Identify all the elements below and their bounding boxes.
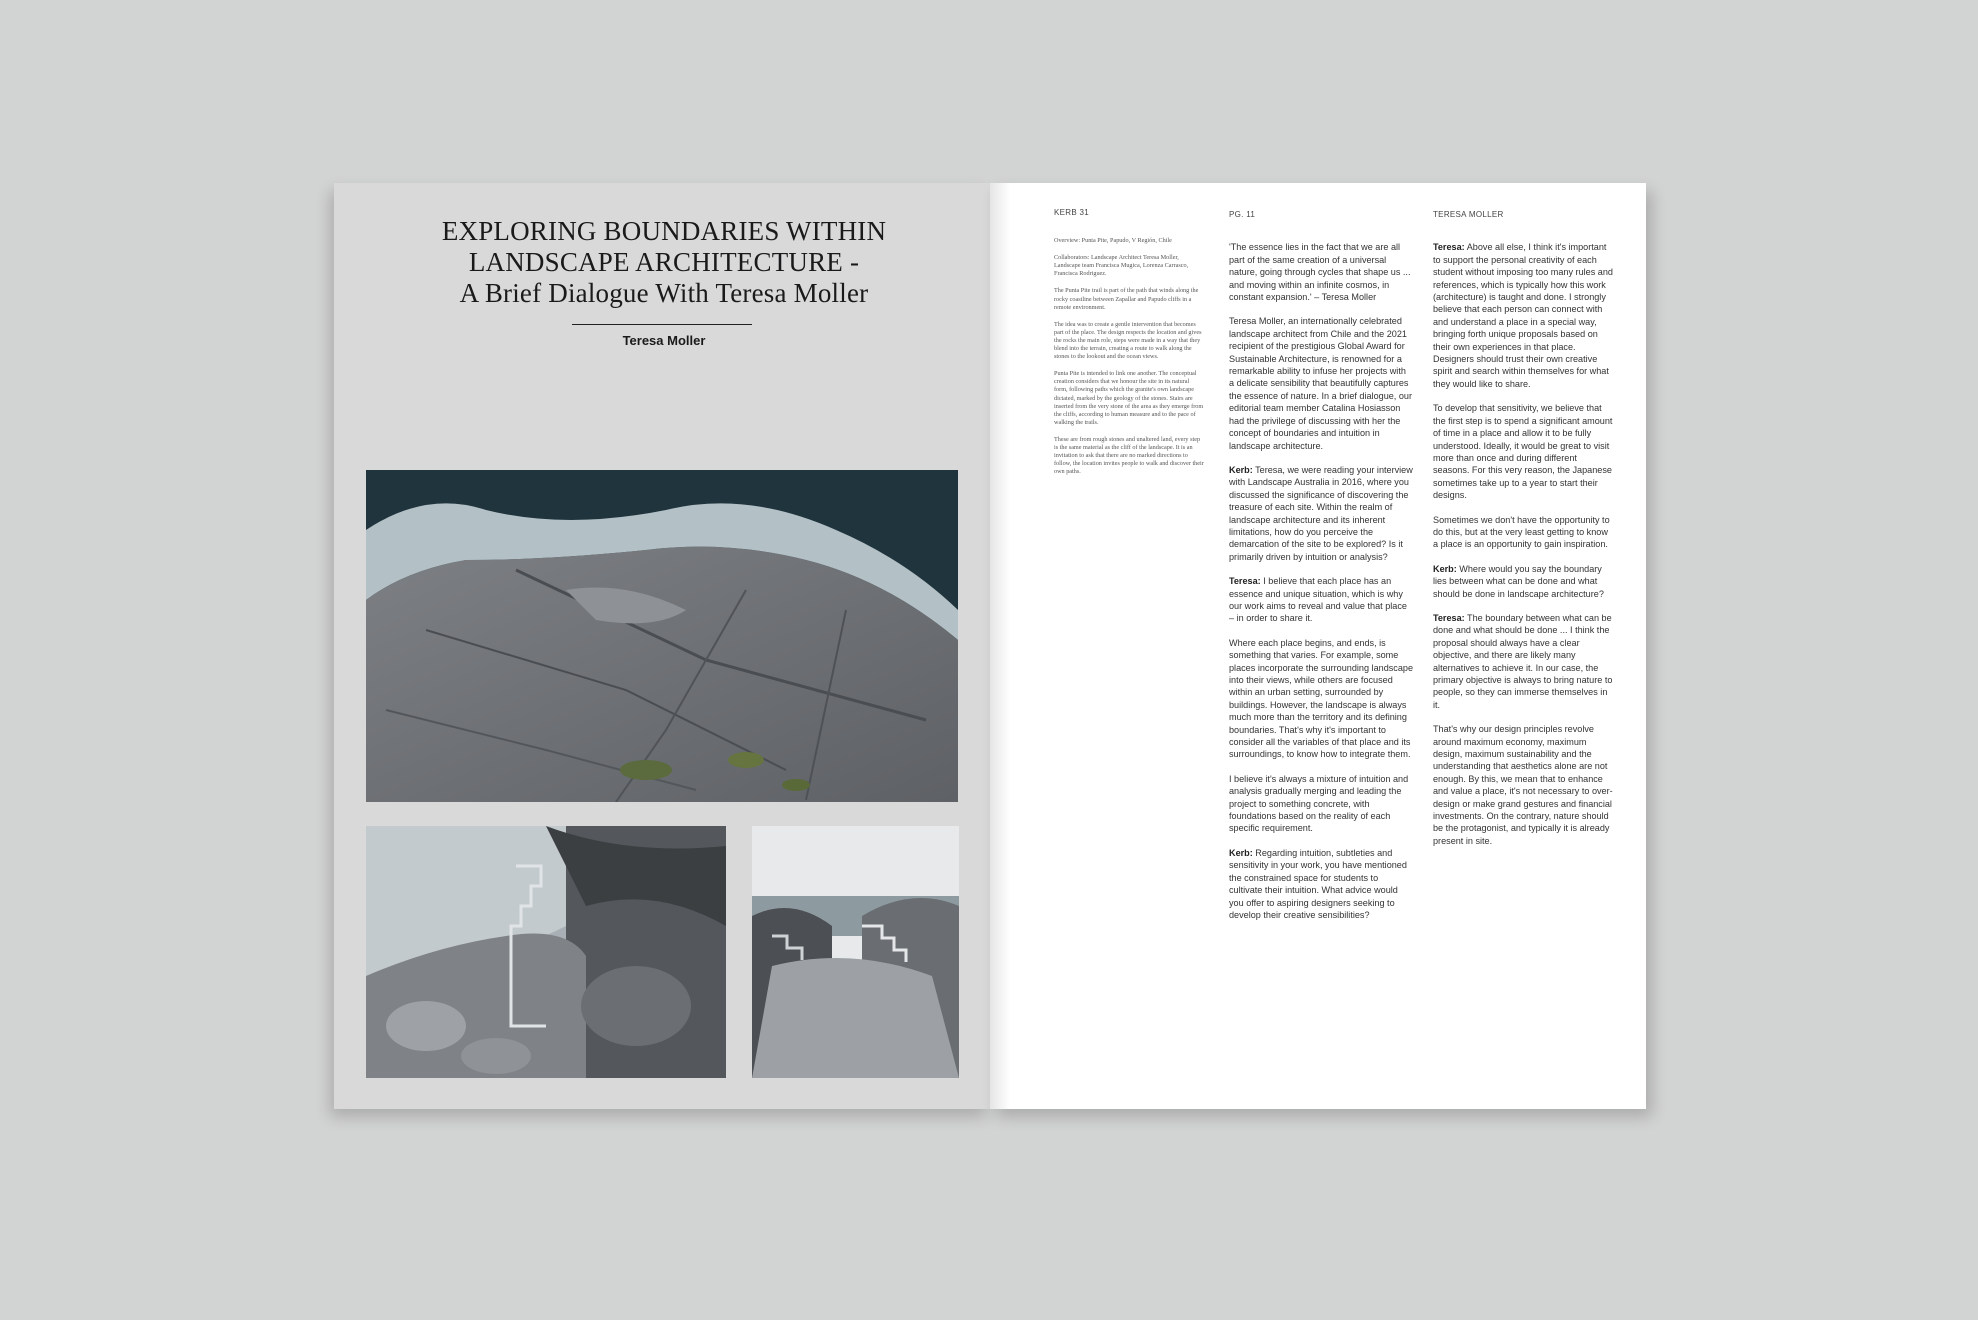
caption-paragraph: Punta Pite is intended to link one another. The conceptual creation considers that we honour the site in its natural form, following paths which the granite's own landscape dictated, marked by the geology of the stones. Stairs are inserted from the very stone of the area as they emerge from the cliffs, according to human measure and to the pace of walking the trails.	[1054, 370, 1204, 426]
caption-paragraph: Collaborators: Landscape Architect Teresa Moller, Landscape team Francisca Mugica, Lorenza Carrasco, Francisca Rodriguez.	[1054, 254, 1189, 278]
body-paragraph: Sometimes we don't have the opportunity to do this, but at the very least getting to know a place is an opportunity to gain inspiration.	[1433, 514, 1610, 550]
interview-column-1	[1229, 209, 1413, 933]
body-paragraph: Teresa Moller, an internationally celebrated landscape architect from Chile and the 2021 recipient of the prestigious Global Award for Sustainable Architecture, is renowned for a remarkable ability to infuse her projects with a delicate sensibility that beautifully captures the essence of nature. In a brief dialogue, our editorial team member Catalina Hosiasson had the privilege of discussing with her the concept of boundaries and intuition in landscape architecture.	[1229, 316, 1413, 451]
aerial-coast-photo	[366, 470, 958, 802]
sea-stairs-photo	[752, 826, 959, 1078]
running-header-magazine: KERB 31	[1054, 208, 1090, 217]
caption-column	[1054, 209, 1204, 485]
title-line-2: LANDSCAPE ARCHITECTURE -	[468, 247, 860, 277]
title-divider	[572, 324, 752, 325]
body-paragraph: That's why our design principles revolve around maximum economy, maximum design, maximum sustainability and the understanding that aesthetics alone are not enough. By this, we mean that to enhance and value a place, it's not necessary to over-design or make grand gestures and financial investments. On the contrary, nature should be the protagonist, and typically it is already present in site.	[1433, 724, 1613, 846]
running-header-page: PG. 11	[1229, 210, 1256, 219]
caption-paragraph: Overview: Punta Pite, Papudo, V Región, Chile	[1054, 237, 1172, 245]
interview-column-2	[1433, 209, 1615, 859]
caption-paragraph: The idea was to create a gentle intervention that becomes part of the place. The design respects the location and gives the rocks the main role, steps were made in a way that they blend into the terrain, creating a route to walk along the stones to the lookout and the ocean views.	[1054, 320, 1202, 361]
title-line-3: A Brief Dialogue With Teresa Moller	[459, 278, 869, 308]
body-paragraph: 'The essence lies in the fact that we are all part of the same creation of a universal nature, going through cycles that shape us ... and moving within an infinite cosmos, in constant expansion.' – Teresa Moller	[1229, 242, 1411, 303]
author-byline: Teresa Moller	[622, 333, 706, 348]
left-page	[334, 183, 990, 1109]
article-title	[394, 216, 934, 309]
body-paragraph: To develop that sensitivity, we believe that the first step is to spend a significant amount of time in a place and allow it to be fully understood. Ideally, it would be great to visit more than once and during different seasons. For this very reason, the Japanese sometimes take up to a year to start their designs.	[1433, 403, 1613, 501]
running-header-author: TERESA MOLLER	[1433, 210, 1504, 219]
rock-stairs-photo	[366, 826, 726, 1078]
body-paragraph: I believe it's always a mixture of intuition and analysis gradually merging and leading the project to something concrete, with foundations based on the reality of each specific requirement.	[1229, 773, 1409, 834]
title-line-1: EXPLORING BOUNDARIES WITHIN	[441, 216, 887, 246]
body-paragraph: Teresa: Above all else, I think it's important to support the personal creativity of each student without imposing too many rules and references, which is typically how this work (architecture) is taught and done. I strongly believe that each person can connect with and understand a place in a special way, bringing forth unique proposals based on their own experiences in that place. Designers should trust their own creative spirit and search within themselves for what they would like to share.	[1433, 242, 1613, 389]
body-paragraph: Kerb: Where would you say the boundary lies between what can be done and what should be done in landscape architecture?	[1433, 563, 1604, 599]
right-page	[990, 183, 1646, 1109]
body-paragraph: Kerb: Regarding intuition, subtleties and sensitivity in your work, you have mentioned the constrained space for students to cultivate their intuition. What advice would you offer to aspiring designers seeking to develop their creative sensibilities?	[1229, 847, 1407, 920]
magazine-spread	[334, 183, 1646, 1109]
body-paragraph: Where each place begins, and ends, is something that varies. For example, some places incorporate the surrounding landscape into their views, while others are focused within an urban setting, surrounded by buildings. However, the landscape is always much more than the territory and its defining boundaries. That's why it's important to consider all the variables of that place and its surroundings, to know how to integrate them.	[1229, 637, 1414, 760]
caption-paragraph: These are from rough stones and unaltered land, every step is the same material as the cliff of the landscape. It is an invitation to ask that there are no marked directions to follow, the location invites people to walk and discover their own paths.	[1054, 435, 1204, 476]
body-paragraph: Kerb: Teresa, we were reading your interview with Landscape Australia in 2016, where you discussed the significance of discovering the treasure of each site. Within the realm of landscape architecture and its inherent limitations, how do you perceive the demarcation of the site to be explored? Is it primarily driven by intuition or analysis?	[1229, 464, 1413, 562]
caption-paragraph: The Punta Pite trail is part of the path that winds along the rocky coastline between Zapallar and Papudo cliffs in a remote environment.	[1054, 287, 1199, 311]
body-paragraph: Teresa: I believe that each place has an essence and unique situation, which is why our work aims to reveal and value that place – in order to share it.	[1229, 576, 1407, 624]
body-paragraph: Teresa: The boundary between what can be done and what should be done ... I think the proposal should always have a clear objective, and there are likely many alternatives to achieve it. In our case, the primary objective is always to bring nature to people, so they can immerse themselves in it.	[1433, 612, 1613, 710]
page-gutter	[990, 183, 1010, 1109]
